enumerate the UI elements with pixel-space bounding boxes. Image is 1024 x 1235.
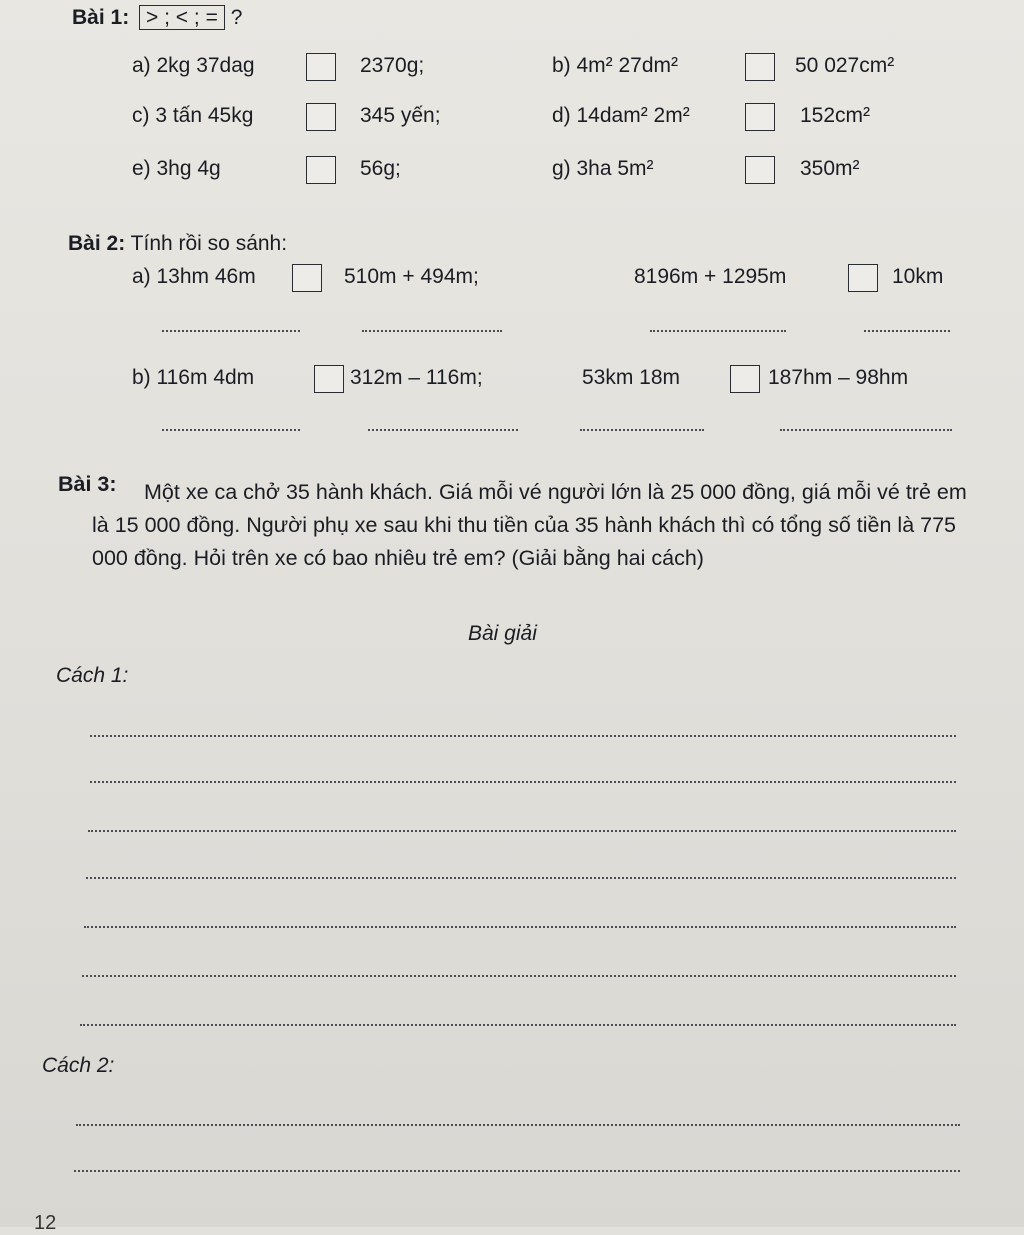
- ex1-c-left: c) 3 tấn 45kg: [132, 104, 254, 127]
- ex2-a-work-line-3[interactable]: [650, 330, 786, 332]
- ex2-a1-left: a) 13hm 46m: [132, 265, 256, 288]
- ex1-b-right: 50 027cm²: [795, 54, 895, 77]
- ex1-b-answer-box[interactable]: [745, 53, 775, 81]
- question-mark: ?: [230, 6, 243, 29]
- ex2-a-work-line-4[interactable]: [864, 330, 950, 332]
- solution-heading: Bài giải: [468, 622, 537, 645]
- ex1-c-right: 345 yến;: [360, 104, 441, 127]
- exercise-3-text: Một xe ca chở 35 hành khách. Giá mỗi vé người lớn là 25 000 đồng, giá mỗi vé trẻ em là 15 000 đồng. Người phụ xe sau khi thu tiền của 35 hành khách thì có tổng số tiền là 775 000 đồng. Hỏi trên xe có bao nhiêu trẻ em? (Giải bằng hai cách): [92, 480, 967, 570]
- exercise-2-header: [68, 232, 287, 256]
- ex1-b-left: b) 4m² 27dm²: [552, 54, 679, 77]
- exercise-2-label: Bài 2:: [68, 232, 126, 255]
- method-1-label: Cách 1:: [56, 664, 129, 687]
- exercise-1-header: [72, 6, 242, 30]
- ex2-b-work-line-4[interactable]: [780, 429, 952, 431]
- method-2-line-1[interactable]: [76, 1124, 960, 1126]
- ex1-d-left: d) 14dam² 2m²: [552, 104, 690, 127]
- ex2-a1-right: 510m + 494m;: [344, 265, 479, 288]
- ex1-e-right: 56g;: [360, 157, 401, 180]
- method-1-line-3[interactable]: [88, 830, 956, 832]
- ex1-a-right: 2370g;: [360, 54, 425, 77]
- ex2-b2-left: 53km 18m: [582, 366, 681, 389]
- exercise-2-title: Tính rồi so sánh:: [130, 232, 288, 255]
- ex2-b1-left: b) 116m 4dm: [132, 366, 255, 389]
- ex2-a2-left: 8196m + 1295m: [634, 265, 787, 288]
- ex2-a-work-line-1[interactable]: [162, 330, 300, 332]
- page-number: 12: [34, 1212, 57, 1234]
- ex1-g-right: 350m²: [800, 157, 860, 180]
- ex2-b2-answer-box[interactable]: [730, 365, 760, 393]
- ex2-b-work-line-3[interactable]: [580, 429, 704, 431]
- ex1-g-answer-box[interactable]: [745, 156, 775, 184]
- exercise-1-label: Bài 1:: [72, 6, 130, 29]
- ex2-a2-right: 10km: [892, 265, 944, 288]
- ex1-e-answer-box[interactable]: [306, 156, 336, 184]
- ex2-b1-right: 312m – 116m;: [350, 366, 483, 389]
- method-1-line-5[interactable]: [84, 926, 956, 928]
- ex2-a-work-line-2[interactable]: [362, 330, 502, 332]
- ex2-b1-answer-box[interactable]: [314, 365, 344, 393]
- ex2-a1-answer-box[interactable]: [292, 264, 322, 292]
- method-1-line-2[interactable]: [90, 781, 956, 783]
- ex1-d-answer-box[interactable]: [745, 103, 775, 131]
- ex1-c-answer-box[interactable]: [306, 103, 336, 131]
- method-1-line-7[interactable]: [80, 1024, 956, 1026]
- exercise-3-label: Bài 3:: [58, 472, 117, 496]
- method-2-line-2[interactable]: [74, 1170, 960, 1172]
- method-1-line-6[interactable]: [82, 975, 956, 977]
- method-2-label: Cách 2:: [42, 1054, 115, 1077]
- comparison-symbols-box: > ; < ; =: [139, 5, 225, 30]
- method-1-line-4[interactable]: [86, 877, 956, 879]
- ex1-a-left: a) 2kg 37dag: [132, 54, 255, 77]
- ex1-g-left: g) 3ha 5m²: [552, 157, 654, 180]
- method-1-line-1[interactable]: [90, 735, 956, 737]
- ex2-b2-right: 187hm – 98hm: [768, 366, 909, 389]
- ex2-b-work-line-1[interactable]: [162, 429, 300, 431]
- ex1-d-right: 152cm²: [800, 104, 871, 127]
- ex2-a2-answer-box[interactable]: [848, 264, 878, 292]
- ex2-b-work-line-2[interactable]: [368, 429, 518, 431]
- ex1-a-answer-box[interactable]: [306, 53, 336, 81]
- ex1-e-left: e) 3hg 4g: [132, 157, 221, 180]
